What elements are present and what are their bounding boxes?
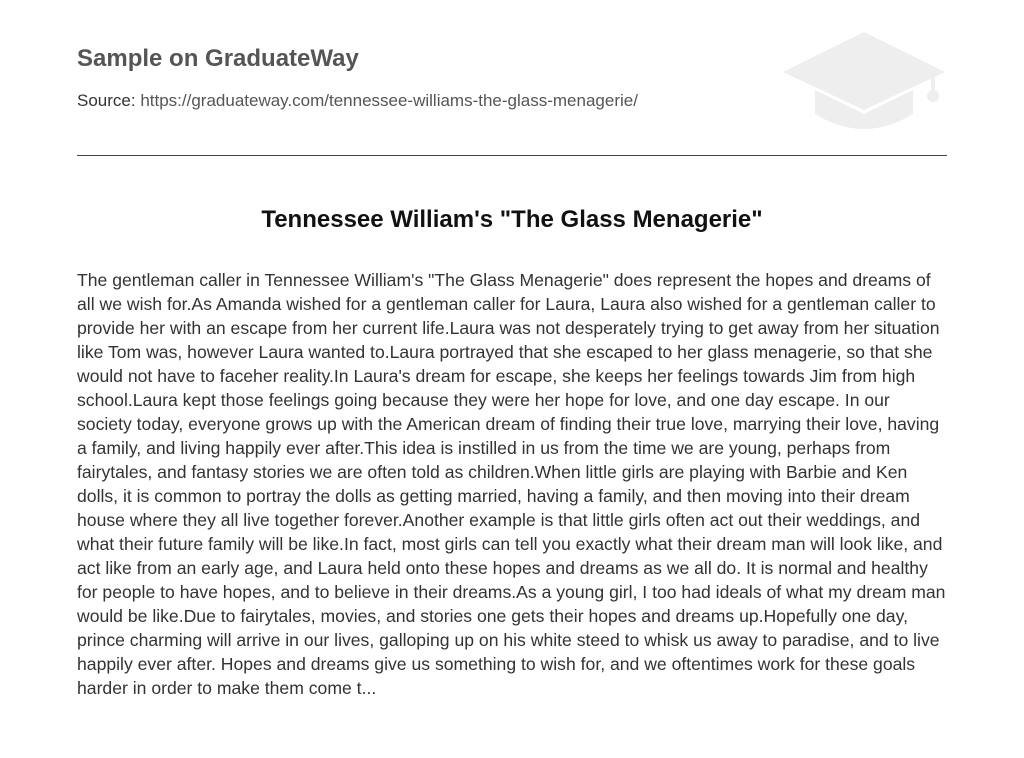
header-divider (77, 155, 947, 156)
source-link[interactable]: https://graduateway.com/tennessee-williams-the-glass-menagerie/ (140, 91, 638, 110)
source-line (77, 90, 638, 112)
source-label: Source: (77, 91, 141, 110)
site-title: Sample on GraduateWay (77, 45, 359, 72)
graduation-cap-icon (781, 32, 947, 132)
essay-title: Tennessee William's "The Glass Menagerie" (261, 206, 763, 233)
essay-body: The gentleman caller in Tennessee William's "The Glass Menagerie" does represent the hopes and dreams of all we wish for.As Amanda wished for a gentleman caller for Laura, Laura also wished for a gentleman caller to provide her with an escape from her current life.Laura was not desperately trying to get away from her situation like Tom was, however Laura wanted to.Laura portrayed that she escaped to her glass menagerie, so that she would not have to faceher reality.In Laura's dream for escape, she keeps her feelings towards Jim from high school.Laura kept those feelings going because they were her hope for love, and one day escape. In our society today, everyone grows up with the American dream of finding their true love, marrying their love, having a family, and living happily ever after.This idea is instilled in us from the time we are young, perhaps from fairytales, and fantasy stories we are often told as children.When little girls are playing with Barbie and Ken dolls, it is common to portray the dolls as getting married, having a family, and then moving into their dream house where they all live together forever.Another example is that little girls often act out their weddings, and what their future family will be like.In fact, most girls can tell you exactly what their dream man will look like, and act like from an early age, and Laura held onto these hopes and dreams as we all do. It is normal and healthy for people to have hopes, and to believe in their dreams.As a young girl, I too had ideals of what my dream man would be like.Due to fairytales, movies, and stories one gets their hopes and dreams up.Hopefully one day, prince charming will arrive in our lives, galloping up on his white steed to whisk us away to paradise, and to live happily ever after. Hopes and dreams give us something to wish for, and we oftentimes work for these goals harder in order to make them come t... (77, 270, 946, 698)
